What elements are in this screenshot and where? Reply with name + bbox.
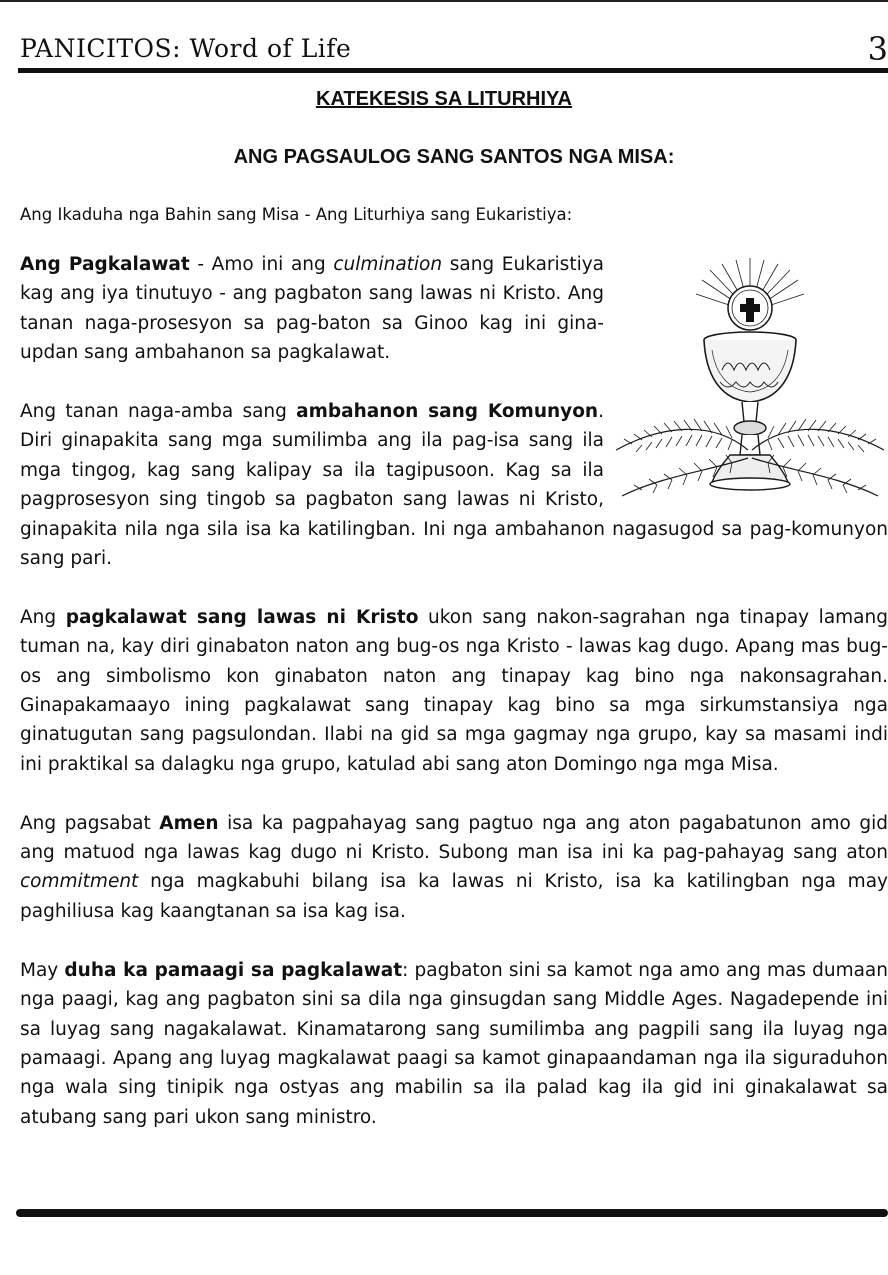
paragraph-amen bbox=[20, 809, 888, 927]
article-body bbox=[20, 250, 888, 1162]
text-span: : pagbaton sini sa kamot nga amo ang mas dumaan nga paagi, kag ang pagbaton sini sa dila nga ginsugdan sang Middle Ages. Nagadepende ini sa luyag sang nagakalawat. Kinamatarong sang sumilimba ang pagpili sang ila luyag nga pamaagi. Apang ang luyag magkalawat paagi sa kamot ginapaandaman nga ila siguraduhon nga wala sing tinipik nga ostyas ang mabilin sa ila palad kag ila gid ini ginakalawat sa atubang sang pari ukon sang ministro. bbox=[20, 959, 888, 1128]
text-span: isa ka pagpahayag sang pagtuo nga ang aton pagabatunon amo gid ang matuod nga lawas kag dugo ni Kristo. Subong man isa ini ka pag-pahayag sang aton bbox=[20, 812, 888, 864]
term-ang-pagkalawat: Ang Pagkalawat bbox=[20, 254, 190, 275]
page-header bbox=[20, 30, 888, 70]
page-number: 3 bbox=[867, 30, 888, 68]
publication-title: PANICITOS: Word of Life bbox=[20, 34, 352, 63]
text-span: sang Eukaristiya kag ang iya tinutuyo - ang pagbaton sang lawas ni Kristo. Ang tanan naga-prosesyon sa pag-baton sa Ginoo kag ini gina-updan sang ambahanon sa pagkalawat. bbox=[20, 254, 604, 364]
section-intro: Ang Ikaduha nga Bahin sang Misa - Ang Liturhiya sang Eukaristiya: bbox=[20, 205, 573, 224]
term-pagkalawat-sang-lawas: pagkalawat sang lawas ni Kristo bbox=[65, 606, 419, 628]
term-amen: Amen bbox=[159, 812, 219, 834]
text-span: ukon sang nakon-sagrahan nga tinapay lamang tuman na, kay diri ginabaton naton ang bug-os nga Kristo - lawas kag dugo. Apang mas bug-os ang simbolismo kon ginabaton naton ang tinapay kag bino nga nakonsagrahan. Ginapakamaayo ining pagkalawat sang tinapay kag bino sa mga sirkumstansiya nga ginatugutan sang pagsulondan. Ilabi na gid sa mga gagmay nga grupo, kay sa masami indi ini praktikal sa dalagku nga grupo, katulad abi sang aton Domingo nga mga Misa. bbox=[20, 606, 888, 775]
text-span: Ang bbox=[20, 606, 66, 628]
article-subtitle: ANG PAGSAULOG SANG SANTOS NGA MISA: bbox=[233, 146, 675, 168]
chalice-with-host-and-palm-fronds-icon bbox=[612, 250, 888, 508]
term-duha-ka-pamaagi: duha ka pamaagi sa pagkalawat bbox=[64, 959, 403, 981]
text-span: - Amo ini ang bbox=[189, 254, 334, 275]
header-rule bbox=[18, 68, 888, 73]
top-border bbox=[0, 0, 888, 2]
text-span: May bbox=[20, 959, 65, 981]
paragraph-pamaagi bbox=[20, 956, 888, 1132]
term-culmination: culmination bbox=[333, 254, 443, 275]
text-span: nga magkabuhi bilang isa ka lawas ni Kristo, isa ka katilingban nga may paghiliusa kag kaangtanan sa isa kag isa. bbox=[20, 871, 888, 922]
text-span: Ang tanan naga-amba sang bbox=[20, 401, 297, 423]
paragraph-lawas-ni-kristo bbox=[20, 603, 888, 779]
term-ambahanon-sang-komunyon: ambahanon sang Komunyon bbox=[296, 401, 599, 423]
article-title: KATEKESIS SA LITURHIYA bbox=[316, 88, 572, 110]
text-span: Ang pagsabat bbox=[20, 812, 160, 834]
term-commitment: commitment bbox=[20, 871, 139, 893]
text-span: . Diri ginapakita sang mga sumilimba ang ila pag-isa sang ila mga tingog, kag sang kalipay sa ila tagipusoon. Kag sa ila pagprosesyon sing tingob sa pagbaton sang lawas ni Kristo, ginapakita nila nga sila isa ka katilingban. Ini nga ambahanon nagasugod sa pag-komunyon sang pari. bbox=[20, 401, 888, 570]
footer-rule bbox=[16, 1209, 888, 1217]
